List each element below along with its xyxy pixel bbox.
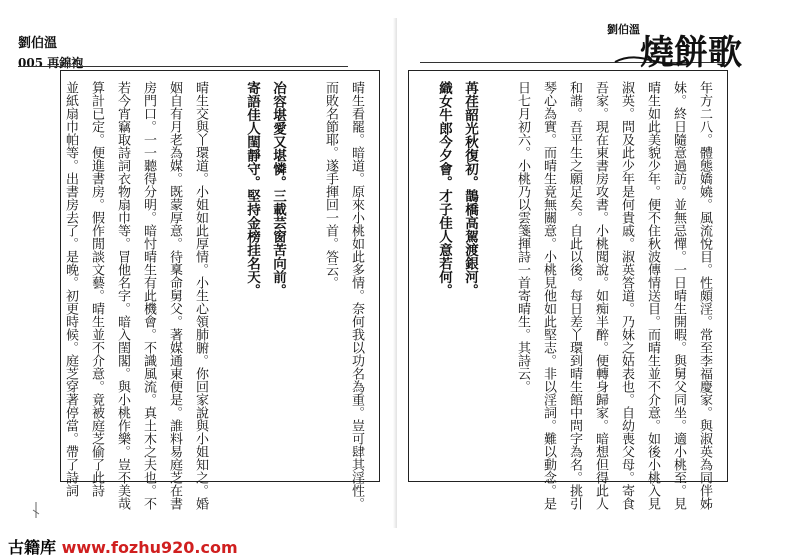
site-name: 古籍库 <box>8 538 62 557</box>
right-running-title: 劉伯溫 <box>607 23 640 36</box>
right-column: 妹。終日隨意過訪。並無忌憚。一日晴生開暇。與舅父同坐。適小桃至。見 <box>671 81 686 510</box>
watermark-footer <box>0 530 793 558</box>
right-column: 苒荏韶光秋復初。鵲橋高駕渡銀河。 <box>462 81 478 297</box>
right-column: 淑英。問及此少年是何貴戚。淑英答道。乃妹之姑表也。自幼喪父母。寄食 <box>619 81 634 510</box>
right-text-frame <box>408 70 728 510</box>
left-column: 寄語佳人閨靜守。堅持金榜挂名天。 <box>244 81 260 297</box>
site-url: www.fozhu920.com <box>61 538 238 557</box>
left-text-frame <box>60 70 380 510</box>
right-page <box>397 0 793 530</box>
left-column: 而敗名節耶。遂手揮回一首。答云。 <box>323 81 338 289</box>
left-column: 並紙扇巾帕等。出書房去了。是晚。初更時候。庭芝穿著停當。帶了詩詞 <box>63 81 78 497</box>
watermark-text <box>8 535 238 558</box>
right-column: 日七月初六。小桃乃以雲箋揮詩一首寄晴生。其詩云。 <box>515 81 530 393</box>
left-page <box>0 0 397 530</box>
left-column: 冶容堪愛又堪憐。三載芸窗苦向前。 <box>270 81 286 297</box>
left-column: 若今宵竊取詩詞衣物扇巾等。冒他名字。暗入閨閣。與小桃作樂。豈不美哉 <box>115 81 130 510</box>
left-column: 晴生交與丫環道。小姐如此厚情。小生心領肺腑。你回家說與小姐知之。婚 <box>193 81 208 510</box>
left-column: 算計已定。便進書房。假作閒談文藝。晴生並不介意。竟被庭芝偷了此詩 <box>89 81 104 497</box>
margin-mark-icon <box>30 500 42 520</box>
left-header-rule <box>18 66 348 67</box>
right-column: 晴生如此美貌少年。便不住秋波傳情送目。而晴生並不介意。如後小桃入見 <box>645 81 660 510</box>
left-running-title: 劉伯溫 <box>18 36 58 51</box>
book-logo-icon <box>610 24 760 74</box>
right-column: 和諧。吾平生之願足矣。自此以後。每日差丫環到晴生館中問字為名。挑引 <box>567 81 582 510</box>
right-column: 織女牛郎今夕會。才子佳人意若何。 <box>436 81 452 297</box>
right-column: 琴心為實。而晴生竟無關意。小桃見他如此堅志。非以淫詞。難以動念。是 <box>541 81 556 510</box>
left-column: 房門口。一一聽得分明。暗忖晴生有此機會。不識風流。真土木之夫也。不 <box>141 81 156 510</box>
right-column: 年方二八。體態嬌嬈。風流悅目。性頗淫。常至李福慶家。與淑英為同伴姊 <box>697 81 712 510</box>
svg-text:燒餅歌: 燒餅歌 <box>640 33 742 73</box>
left-page-number-line: 005 再錦袍 <box>18 56 84 70</box>
right-column: 吾家。現在東書房攻書。小桃聞說。如痴半醉。便轉身歸家。暗想但得此人 <box>593 81 608 510</box>
left-column: 姻自有月老為媒。既蒙厚意。待稟命舅父。著媒通東便是。誰料易庭芝在書 <box>167 81 182 510</box>
left-column: 晴生看罷。暗道。原來小桃如此多情。奈何我以功名為重。豈可肆其淫性。 <box>349 81 364 510</box>
